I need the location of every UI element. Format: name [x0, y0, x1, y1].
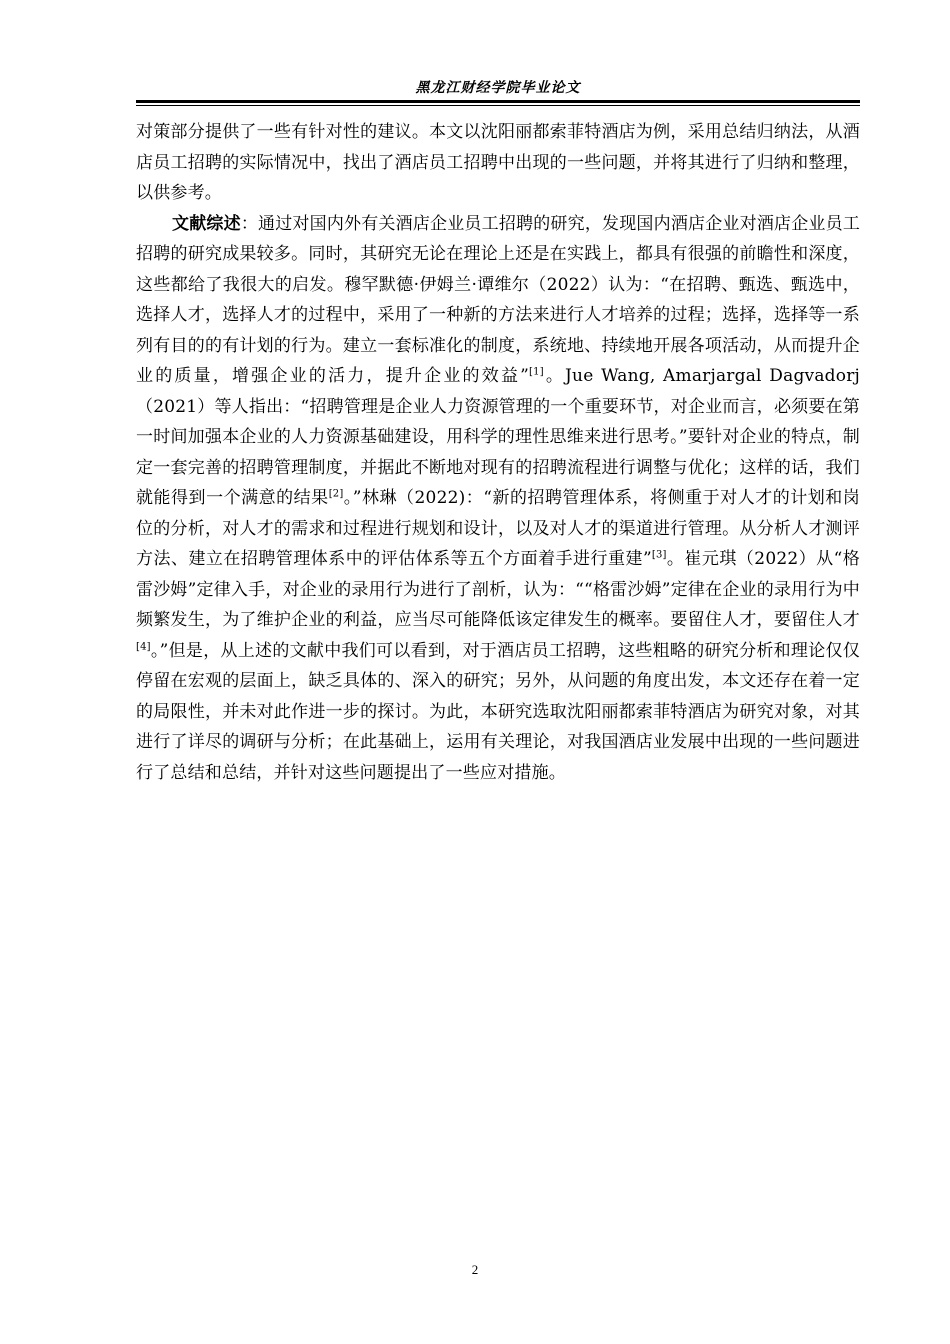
- citation-ref-4: [4]: [136, 640, 151, 652]
- literature-review-term: 文献综述: [172, 213, 241, 234]
- header-rule-thick: [136, 100, 860, 103]
- header-title: 黑龙江财经学院毕业论文: [415, 80, 581, 96]
- citation-ref-2: [2]: [328, 488, 344, 500]
- literature-review-colon: ：: [240, 213, 259, 234]
- citation-ref-1: [1]: [529, 366, 544, 378]
- page-number: 2: [471, 1262, 479, 1277]
- paragraph-literature-review: [136, 209, 860, 789]
- page-header: [136, 78, 860, 106]
- header-rule-thin: [136, 105, 860, 106]
- paragraph-intro-continuation: 对策部分提供了一些有针对性的建议。本文以沈阳丽都索菲特酒店为例，采用总结归纳法，从酒店员工招聘的实际情况中，找出了酒店员工招聘中出现的一些问题，并将其进行了归纳和整理，以供参考。: [136, 122, 860, 203]
- literature-review-text-2: 。Jue Wang, Amarjargal Dagvadorj （2021）等人指出：“招聘管理是企业人力资源管理的一个重要环节，对企业而言，必须要在第一时间加强本企业的人力资源基础建设，用科学的理性思维来进行思考。”要针对企业的特点，制定一套完善的招聘管理制度，并据此不断地对现有的招聘流程进行调整与优化；这样的话，我们就能得到一个满意的结果: [136, 366, 860, 508]
- citation-ref-3: [3]: [651, 549, 667, 561]
- literature-review-text-3: 。”林琳（2022)：“新的招聘管理体系，将侧重于对人才的计划和岗位的分析，对人才的需求和过程进行规划和设计，以及对人才的渠道进行管理。从分析人才测评方法、建立在招聘管理体系中的评估体系等五个方面着手进行重建”: [136, 488, 860, 569]
- literature-review-text-4: 。崔元琪（2022）从“格雷沙姆”定律入手，对企业的录用行为进行了剖析，认为：““格雷沙姆”定律在企业的录用行为中频繁发生，为了维护企业的利益，应当尽可能降低该定律发生的概率。要留住人才，要留住人才: [136, 549, 860, 630]
- body-text: [136, 117, 860, 788]
- literature-review-text-1: 通过对国内外有关酒店企业员工招聘的研究，发现国内酒店企业对酒店企业员工招聘的研究成果较多。同时，其研究无论在理论上还是在实践上，都具有很强的前瞻性和深度，这些都给了我很大的启发。穆罕默德·伊姆兰·谭维尔（2022）认为：“在招聘、甄选、甄选中，选择人才，选择人才的过程中，采用了一种新的方法来进行人才培养的过程；选择，选择等一系列有目的的有计划的行为。建立一套标准化的制度，系统地、持续地开展各项活动，从而提升企业的质量，增强企业的活力，提升企业的效益”: [136, 213, 861, 386]
- literature-review-text-5: 。”但是，从上述的文献中我们可以看到，对于酒店员工招聘，这些粗略的研究分析和理论仅仅停留在宏观的层面上，缺乏具体的、深入的研究；另外，从问题的角度出发，本文还存在着一定的局限性，并未对此作进一步的探讨。为此，本研究选取沈阳丽都索菲特酒店为研究对象，对其进行了详尽的调研与分析；在此基础上，运用有关理论，对我国酒店业发展中出现的一些问题进行了总结和总结，并针对这些问题提出了一些应对措施。: [136, 640, 860, 783]
